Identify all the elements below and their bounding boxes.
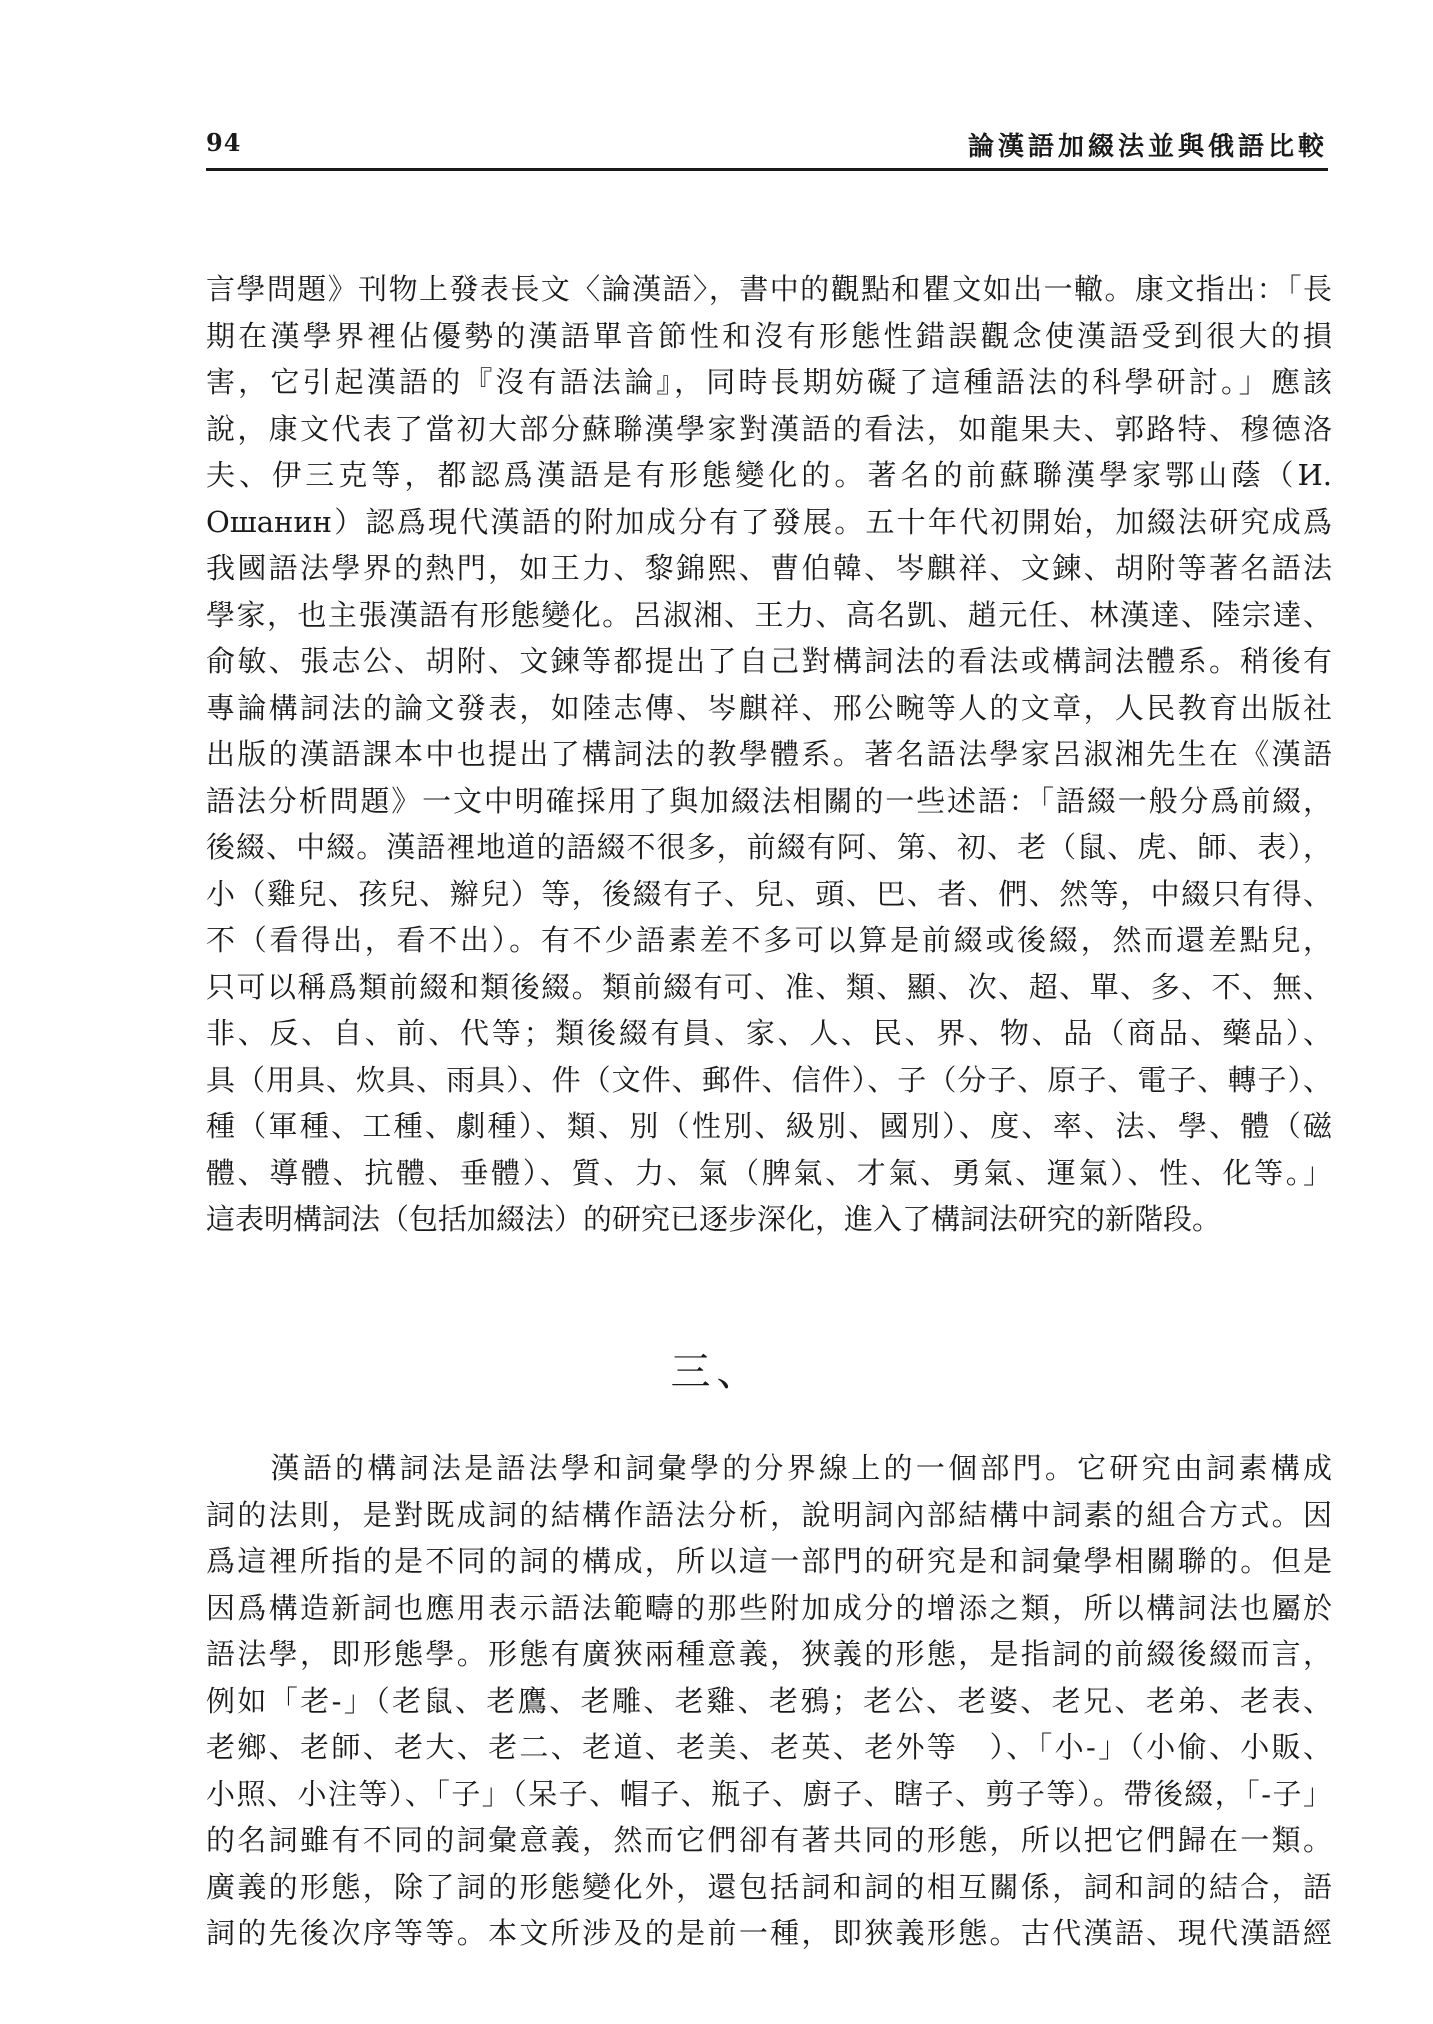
text-line: 詞的先後次序等等。本文所涉及的是前一種，即狹義形態。古代漢語、現代漢語經 [206, 1916, 1332, 1950]
text-line: 出版的漢語課本中也提出了構詞法的教學體系。著名語法學家呂淑湘先生在《漢語 [206, 737, 1332, 771]
text-line: 語法分析問題》一文中明確採用了與加綴法相關的一些述語：「語綴一般分爲前綴， [206, 783, 1332, 818]
paragraph-one [206, 266, 1332, 1243]
text-line: 只可以稱爲類前綴和類後綴。類前綴有可、准、類、顯、次、超、單、多、不、無、 [206, 969, 1332, 1004]
text-line: 廣義的形態，除了詞的形態變化外，還包括詞和詞的相互關係，詞和詞的結合，語 [206, 1869, 1332, 1904]
text-line: 具（用具、炊具、雨具）、件（文件、郵件、信件）、子（分子、原子、電子、轉子）、 [206, 1062, 1332, 1097]
text-line: 語法學，即形態學。形態有廣狹兩種意義，狹義的形態，是指詞的前綴後綴而言， [206, 1637, 1332, 1671]
text-line: 漢語的構詞法是語法學和詞彙學的分界線上的一個部門。它研究由詞素構成 [206, 1451, 1332, 1485]
text-line: 不（看得出，看不出）。有不少語素差不多可以算是前綴或後綴，然而還差點兒， [206, 923, 1332, 957]
running-title: 論漢語加綴法並與俄語比較 [967, 132, 1328, 162]
text-line: 我國語法學界的熱門，如王力、黎錦熙、曹伯韓、岑麒祥、文鍊、胡附等著名語法 [206, 551, 1332, 585]
text-line: 害，它引起漢語的『沒有語法論』，同時長期妨礙了這種語法的科學研討。」應該 [206, 365, 1332, 399]
text-line: 非、反、自、前、代等；類後綴有員、家、人、民、界、物、品（商品、藥品）、 [206, 1016, 1332, 1050]
text-line: 爲這裡所指的是不同的詞的構成，所以這一部門的研究是和詞彙學相關聯的。但是 [206, 1544, 1332, 1578]
text-line: 後綴、中綴。漢語裡地道的語綴不很多，前綴有阿、第、初、老（鼠、虎、師、表）， [206, 830, 1332, 864]
text-line: 夫、伊三克等，都認爲漢語是有形態變化的。著名的前蘇聯漢學家鄂山蔭（И. [206, 458, 1332, 492]
section-heading: 三、 [670, 1349, 763, 1395]
text-line: 體、導體、抗體、垂體）、質、力、氣（脾氣、才氣、勇氣、運氣）、性、化等。」 [206, 1155, 1332, 1190]
text-line: 學家，也主張漢語有形態變化。呂淑湘、王力、高名凱、趙元任、林漢達、陸宗達、 [206, 597, 1332, 632]
text-line: 期在漢學界裡佔優勢的漢語單音節性和沒有形態性錯誤觀念使漢語受到很大的損 [206, 318, 1332, 353]
text-line: Ошанин）認爲現代漢語的附加成分有了發展。五十年代初開始，加綴法研究成爲 [206, 504, 1332, 539]
text-line: 言學問題》刊物上發表長文〈論漢語〉，書中的觀點和瞿文如出一轍。康文指出：「長 [206, 272, 1332, 306]
text-line: 例如「老-」（老鼠、老鷹、老雕、老雞、老鴉；老公、老婆、老兄、老弟、老表、 [206, 1683, 1332, 1718]
text-line: 俞敏、張志公、胡附、文鍊等都提出了自己對構詞法的看法或構詞法體系。稍後有 [206, 644, 1332, 678]
text-line: 老鄉、老師、老大、老二、老道、老美、老英、老外等 ）、「小-」（小偷、小販、 [206, 1730, 1332, 1764]
text-line: 的名詞雖有不同的詞彙意義，然而它們卻有著共同的形態，所以把它們歸在一類。 [206, 1823, 1332, 1857]
text-line: 詞的法則，是對既成詞的結構作語法分析，說明詞內部結構中詞素的組合方式。因 [206, 1497, 1332, 1532]
text-line: 小（雞兒、孩兒、辮兒）等，後綴有子、兒、頭、巴、者、們、然等，中綴只有得、 [206, 876, 1332, 911]
text-line: 小照、小注等）、「子」（呆子、帽子、瓶子、廚子、瞎子、剪子等）。帶後綴，「-子」 [206, 1776, 1332, 1811]
text-line: 專論構詞法的論文發表，如陸志傳、岑麒祥、邢公畹等人的文章，人民教育出版社 [206, 690, 1332, 725]
text-line: 種（軍種、工種、劇種）、類、別（性別、級別、國別）、度、率、法、學、體（磁 [206, 1109, 1332, 1143]
header-rule [206, 168, 1328, 171]
text-line: 說，康文代表了當初大部分蘇聯漢學家對漢語的看法，如龍果夫、郭路特、穆德洛 [206, 411, 1332, 446]
page-number: 94 [206, 128, 242, 157]
paragraph-two [206, 1445, 1332, 1957]
text-line: 因爲構造新詞也應用表示語法範疇的那些附加成分的增添之類，所以構詞法也屬於 [206, 1590, 1332, 1625]
text-line: 這表明構詞法（包括加綴法）的研究已逐步深化，進入了構詞法研究的新階段。 [206, 1202, 1222, 1236]
